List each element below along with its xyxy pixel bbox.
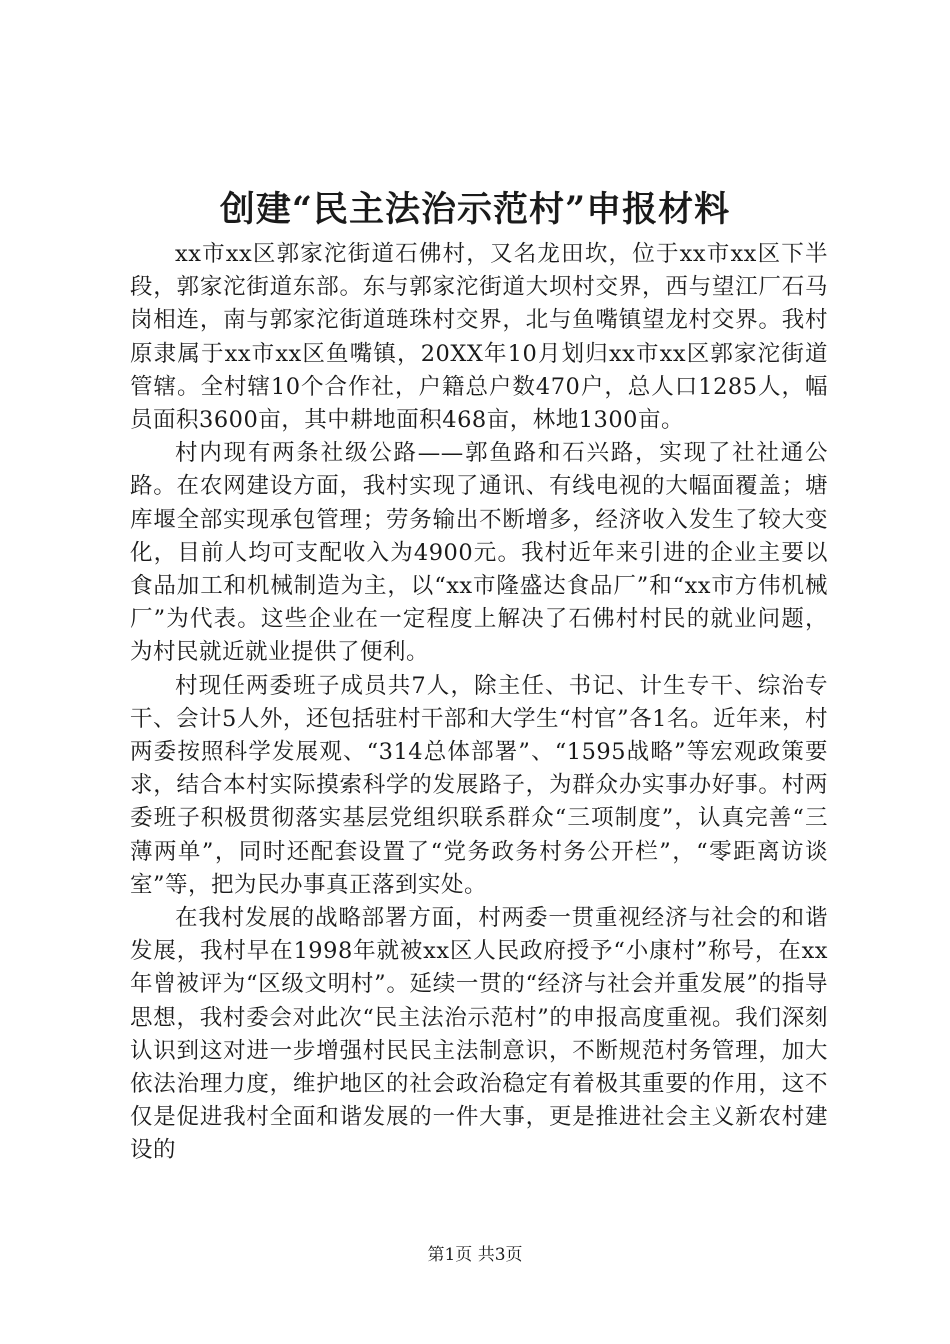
paragraph-strategy: 在我村发展的战略部署方面，村两委一贯重视经济与社会的和谐发展，我村早在1998年就被xx区人民政府授予“小康村”称号，在xx年曾被评为“区级文明村”。延续一贯的“经济与社会并重发展”的指导思想，我村委会对此次“民主法治示范村”的申报高度重视。我们深刻认识到这对进一步增强村民民主法制意识，不断规范村务管理，加大依法治理力度，维护地区的社会政治稳定有着极其重要的作用，这不仅是促进我村全面和谐发展的一件大事，更是推进社会主义新农村建设的 (130, 905, 828, 1164)
page-number-footer: 第1页 共3页 (427, 1245, 523, 1265)
document-title: 创建“民主法治示范村”申报材料 (219, 189, 731, 230)
document-body (130, 238, 828, 1168)
paragraph-infrastructure: 村内现有两条社级公路——郭鱼路和石兴路，实现了社社通公路。在农网建设方面，我村实现了通讯、有线电视的大幅面覆盖；塘库堰全部实现承包管理；劳务输出不断增多，经济收入发生了较大变化，目前人均可支配收入为4900元。我村近年来引进的企业主要以食品加工和机械制造为主，以“xx市隆盛达食品厂”和“xx市方伟机械厂”为代表。这些企业在一定程度上解决了石佛村村民的就业问题，为村民就近就业提供了便利。 (130, 440, 828, 666)
paragraph-location: xx市xx区郭家沱街道石佛村，又名龙田坎，位于xx市xx区下半段，郭家沱街道东部。东与郭家沱街道大坝村交界，西与望江厂石马岗相连，南与郭家沱街道琏珠村交界，北与鱼嘴镇望龙村交界。我村原隶属于xx市xx区鱼嘴镇，20XX年10月划归xx市xx区郭家沱街道管辖。全村辖10个合作社，户籍总户数470户，总人口1285人，幅员面积3600亩，其中耕地面积468亩，林地1300亩。 (130, 241, 828, 434)
paragraph-committee: 村现任两委班子成员共7人，除主任、书记、计生专干、综治专干、会计5人外，还包括驻村干部和大学生“村官”各1名。近年来，村两委按照科学发展观、“314总体部署”、“1595战略”等宏观政策要求，结合本村实际摸索科学的发展路子，为群众办实事办好事。村两委班子积极贯彻落实基层党组织联系群众“三项制度”，认真完善“三薄两单”，同时还配套设置了“党务政务村务公开栏”，“零距离访谈室”等，把为民办事真正落到实处。 (130, 672, 828, 898)
